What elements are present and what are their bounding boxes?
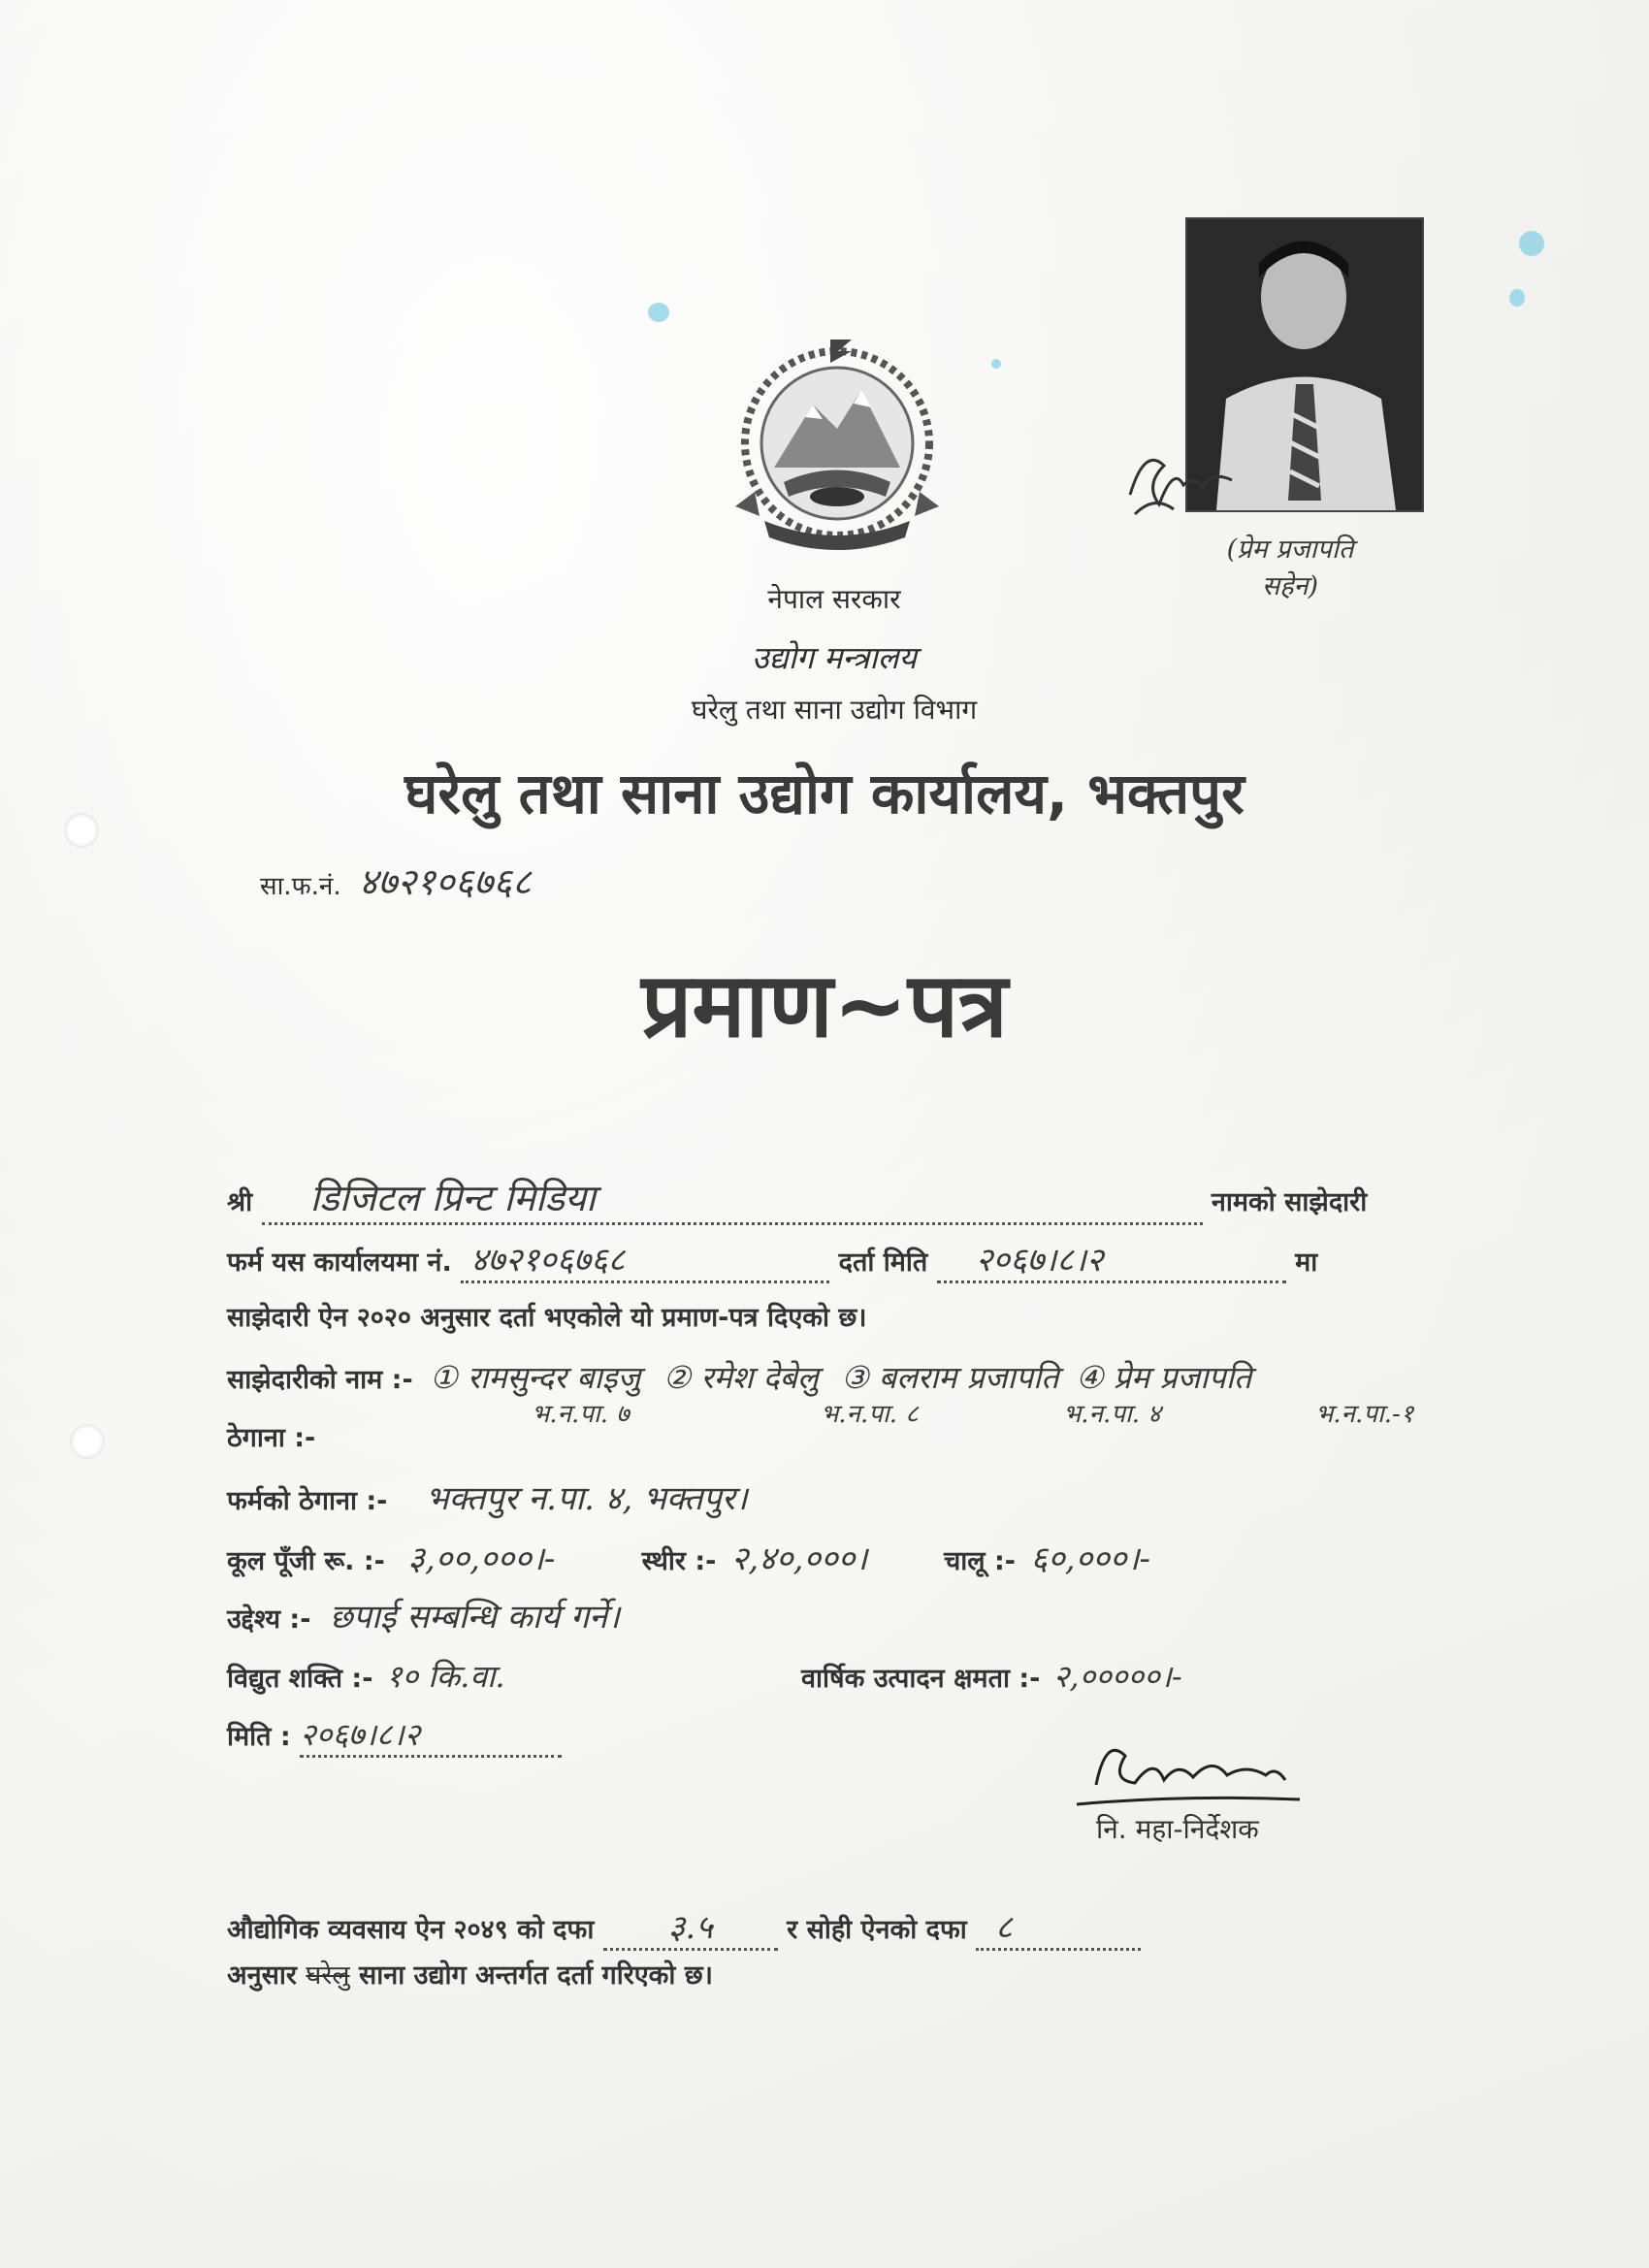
firm-suffix: नामको साझेदारी — [1211, 1187, 1368, 1217]
firm-reg-prefix: फर्म यस कार्यालयमा नं. — [227, 1247, 452, 1278]
current-label: चालू :- — [944, 1546, 1016, 1576]
footer-line-2 — [227, 1956, 713, 1992]
partner-name: ③ बलराम प्रजापति — [841, 1359, 1059, 1396]
gov-name: नेपाल सरकार — [767, 583, 901, 615]
partners-label: साझेदारीको नाम :- — [227, 1365, 413, 1395]
photo-signature-icon — [1116, 427, 1251, 524]
issue-date: २०६७।८।२ — [300, 1713, 562, 1758]
ministry-name: उद्योग मन्त्रालय — [752, 639, 917, 676]
capital-value: ३,००,०००।- — [407, 1539, 556, 1578]
partner-address: भ.न.पा. ४ — [1063, 1400, 1161, 1429]
department-name: घरेलु तथा साना उद्योग विभाग — [691, 694, 978, 726]
power-value: १० कि.वा. — [385, 1658, 505, 1695]
firm-address-label: फर्मको ठेगाना :- — [227, 1486, 388, 1516]
issue-date-label: मिति : — [227, 1722, 291, 1752]
objective-label: उद्देश्य :- — [227, 1604, 311, 1635]
speck — [648, 303, 669, 322]
regno-value: ४७२१०६७६८ — [358, 860, 532, 903]
footer-section-a: ३.५ — [603, 1903, 778, 1951]
partner-name: ① रामसुन्दर बाइजु — [430, 1359, 641, 1396]
firm-address-row — [227, 1474, 748, 1519]
firm-reg-row — [227, 1236, 1317, 1283]
act-statement: साझेदारी ऐन २०२० अनुसार दर्ता भएकोले यो प्रमाण-पत्र दिएको छ। — [227, 1303, 867, 1333]
speck — [1509, 289, 1525, 307]
firm-address: भक्तपुर न.पा. ४, भक्तपुर। — [425, 1479, 748, 1518]
director-signature-icon — [1067, 1727, 1319, 1814]
office-name: घरेलु तथा साना उद्योग कार्यालय, भक्तपुर — [404, 761, 1245, 826]
regno-row — [260, 856, 532, 906]
partner-address: भ.न.पा.-१ — [1315, 1400, 1414, 1429]
power-label: विद्युत शक्ति :- — [227, 1664, 373, 1694]
capacity-row — [801, 1655, 1182, 1697]
power-row — [227, 1655, 505, 1697]
issue-date-row — [227, 1713, 562, 1758]
nepal-emblem-icon — [716, 312, 958, 555]
punch-hole — [70, 1424, 105, 1459]
photo-caption-line: (प्रेम प्रजापति — [1226, 535, 1354, 565]
footer-struck-word: घरेलु — [306, 1960, 350, 1991]
firm-name: डिजिटल प्रिन्ट मिडिया — [262, 1172, 1203, 1225]
footer-act-text-2: र सोही ऐनको दफा — [787, 1915, 967, 1945]
partner-name: ② रमेश देबेलु — [663, 1359, 819, 1396]
footer-line-1 — [227, 1903, 1141, 1951]
firm-reg-no: ४७२१०६७६८ — [461, 1236, 829, 1283]
speck — [991, 359, 1001, 369]
partner-address: भ.न.पा. ८ — [821, 1400, 919, 1429]
objective-row — [227, 1593, 620, 1637]
firm-reg-suffix: मा — [1295, 1247, 1318, 1278]
fixed-label: स्थीर :- — [641, 1546, 717, 1576]
capital-label: कूल पूँजी रू. :- — [227, 1546, 385, 1576]
photo-caption — [1164, 532, 1416, 605]
photo-caption-line: सहेन) — [1261, 571, 1319, 601]
partner-address: भ.न.पा. ७ — [532, 1400, 630, 1429]
current-value: ६०,०००।- — [1030, 1539, 1150, 1578]
punch-hole — [64, 813, 99, 848]
capacity-label: वार्षिक उत्पादन क्षमता :- — [801, 1664, 1041, 1694]
firm-name-row — [227, 1172, 1367, 1225]
partners-row — [227, 1356, 1251, 1398]
footer-act-text: औद्योगिक व्यवसाय ऐन २०४९ को दफा — [227, 1915, 595, 1945]
fixed-value: २,४०,०००। — [730, 1539, 868, 1578]
capital-row — [227, 1535, 1150, 1579]
shri-label: श्री — [227, 1187, 253, 1217]
address-label: ठेगाना :- — [227, 1423, 316, 1453]
signatory-title: नि. महा-निर्देशक — [1096, 1813, 1259, 1845]
partner-name: ④ प्रेम प्रजापति — [1075, 1359, 1252, 1396]
footer-line2-suffix: साना उद्योग अन्तर्गत दर्ता गरिएको छ। — [359, 1960, 713, 1991]
certificate-title: प्रमाण~पत्र — [641, 954, 1008, 1057]
footer-line2-prefix: अनुसार — [227, 1960, 297, 1991]
footer-section-b: ८ — [976, 1903, 1141, 1951]
reg-date: २०६७।८।२ — [937, 1236, 1286, 1283]
regno-label: सा.फ.नं. — [260, 872, 341, 901]
capacity-value: २,०००००।- — [1052, 1658, 1182, 1695]
objective-value: छपाई सम्बन्धि कार्य गर्ने। — [329, 1598, 620, 1636]
speck — [1519, 231, 1544, 256]
reg-date-label: दर्ता मिति — [838, 1247, 928, 1278]
